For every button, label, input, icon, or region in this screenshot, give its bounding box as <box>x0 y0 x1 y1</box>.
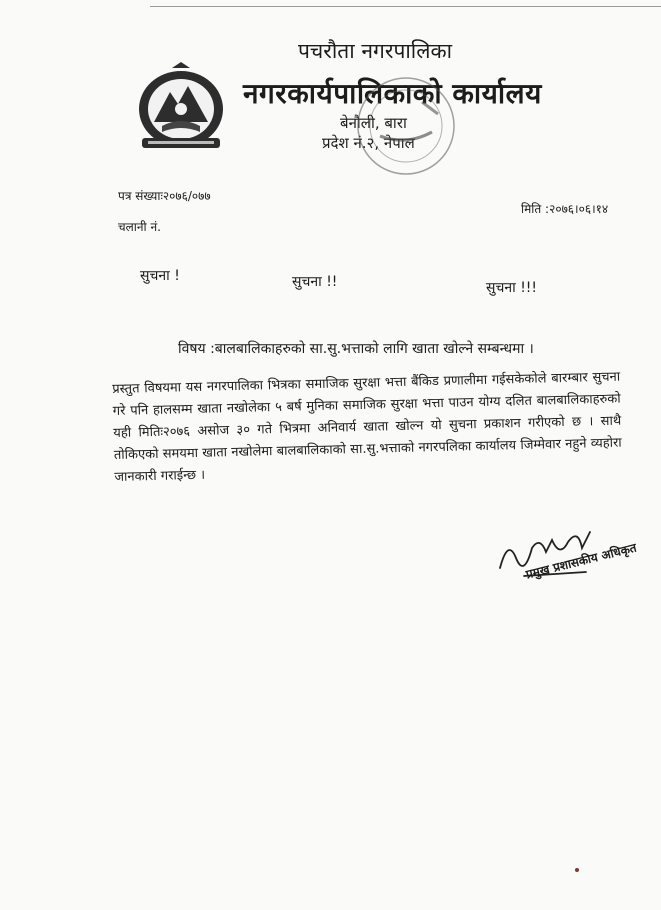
scan-edge-line <box>150 6 661 7</box>
address-line-1: बेनौली, बारा <box>340 114 407 132</box>
office-title: नगरकार्यपालिकाको कार्यालय <box>243 77 542 110</box>
dispatch-number: चलानी नं. <box>118 220 161 234</box>
letter-date: मिति :२०७६।०६।१४ <box>521 202 609 216</box>
address-line-2: प्रदेश नं.२, नेपाल <box>322 134 415 152</box>
notice-heading-2: सुचना !! <box>292 274 338 290</box>
subject-line: विषय :बालबालिकाहरुको सा.सु.भत्ताको लागि खाता खोल्ने सम्बन्धमा । <box>178 341 534 357</box>
notice-heading-3: सुचना !!! <box>486 280 538 296</box>
municipality-name: पचरौता नगरपालिका <box>298 39 453 63</box>
nepal-emblem-icon <box>132 62 230 152</box>
notice-body: प्रस्तुत विषयमा यस नगरपालिका भित्रका समाजिक सुरक्षा भत्ता बैंकिड प्रणालीमा गईसकेकोले बारम्बार सुचना गरे पनि हालसम्म खाता नखोलेका ५ बर्ष मुनिका समाजिक सुरक्षा भत्ता पाउन योग्य दलित बालबालिकाहरुको यही मितिः२०७६ असोज ३० गते भित्रमा अनिवार्य खाता खोल्न यो सुचना प्रकाशन गरीएको छ । साथै तोकिएको समयमा खाता नखोलेमा बालबालिकाको सा.सु.भत्ताको नगरपलिका कार्यालय जिम्मेवार नहुने व्यहोरा जानकारी गराईन्छ । <box>112 369 622 485</box>
scan-speck <box>575 868 579 872</box>
reference-number: पत्र संख्याः२०७६/०७७ <box>118 189 211 203</box>
signatory-title: प्रमुख प्रशासकीय अधिकृत <box>524 540 638 582</box>
office-stamp <box>352 72 460 180</box>
notice-heading-1: सुचना ! <box>140 268 180 284</box>
